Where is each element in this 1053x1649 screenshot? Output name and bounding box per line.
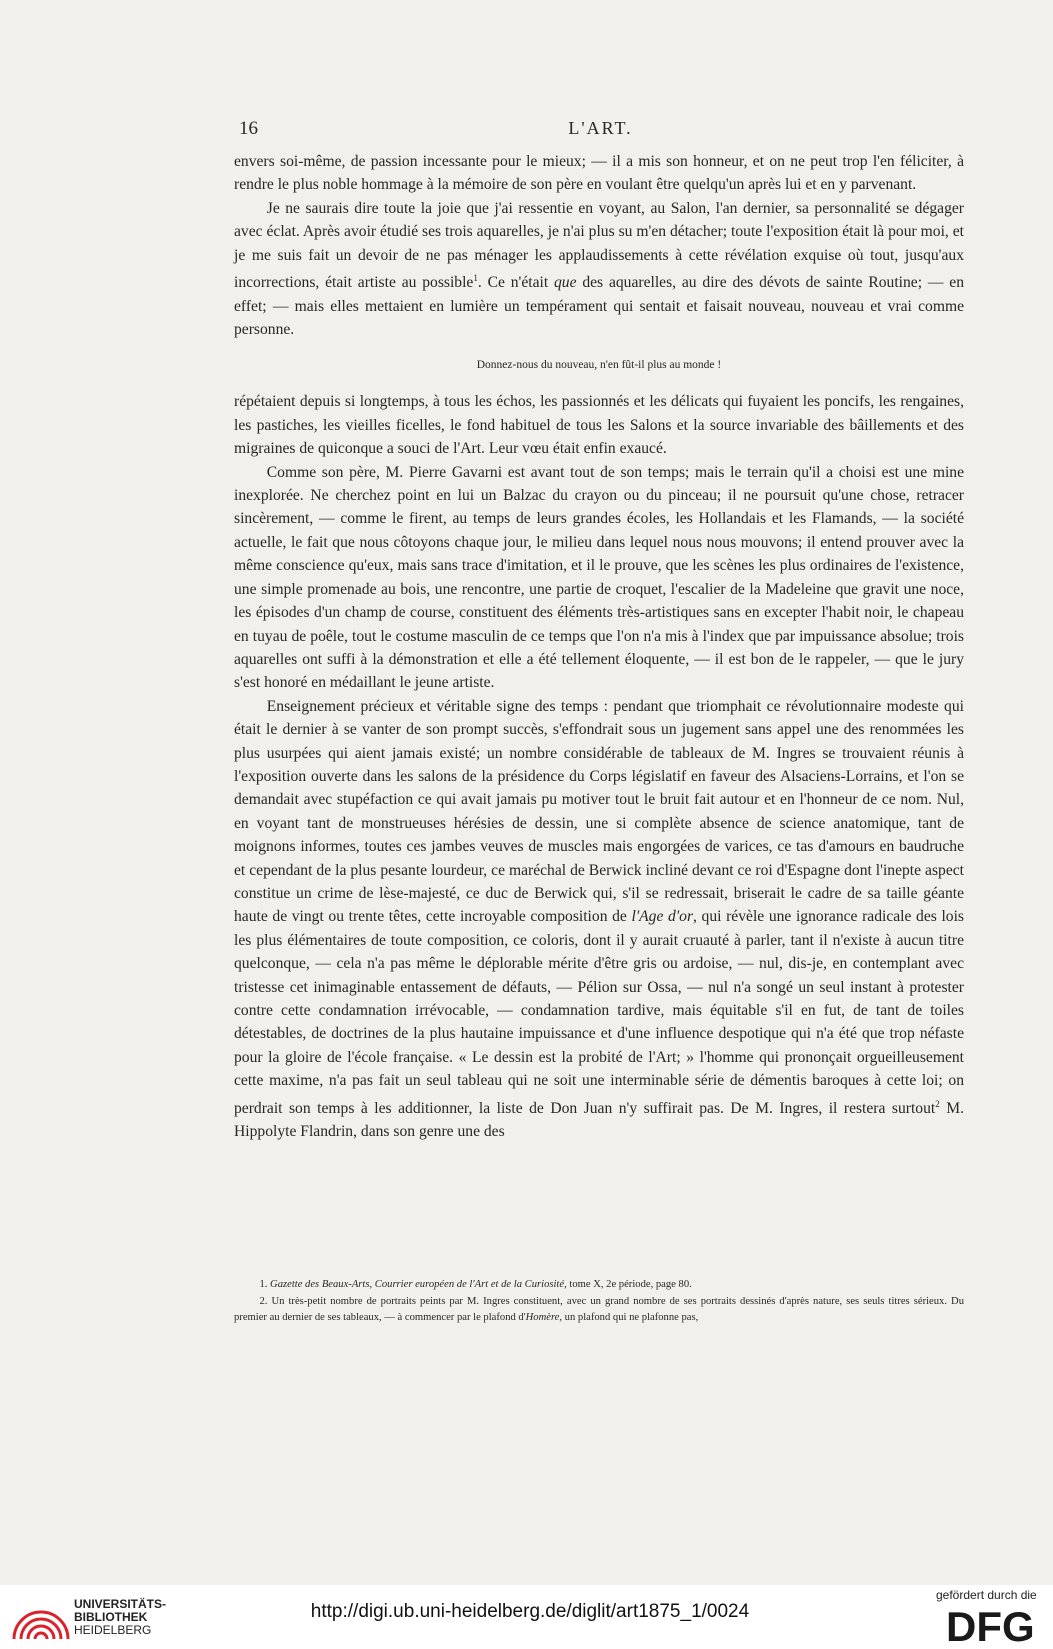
paragraph-2-text: Je ne saurais dire toute la joie que j'ai ressentie en voyant, au Salon, l'an dernier, sa personnalité se dégager avec éclat. Après avoir étudié ses trois aquarelles, je n'ai plus su m'en détacher; toute l'exposition était là pour moi, et je me suis fait un devoir de ne pas ménager les applaudissements à cette révélation exquise où tout, jusqu'aux incorrections, était artiste au possible: [234, 199, 964, 292]
university-line-1: UNIVERSITÄTS-: [74, 1597, 167, 1611]
footnote-2: [234, 1294, 964, 1327]
university-line-3: HEIDELBERG: [74, 1623, 152, 1637]
footnote-1-italic: Gazette des Beaux-Arts, Courrier européen de l'Art et de la Curiosité,: [270, 1279, 567, 1290]
block-quote: Donnez-nous du nouveau, n'en fût-il plus au monde !: [476, 359, 722, 372]
footnote-1-text: tome X, 2e période, page 80.: [566, 1279, 692, 1290]
paragraph-6-text: De M. Ingres, il restera surtout: [730, 1099, 936, 1117]
dfg-logo-icon: [946, 1606, 1042, 1644]
article-body: [234, 150, 964, 1144]
paragraph-2-text-b: des aquarelles, au dire des dévots de sainte Routine; — en effet; — mais elles mettaient en lumière un tempérament qui sentait et faisait nouveau, nouveau et vrai comme personne.: [234, 274, 964, 339]
university-library-label: [74, 1598, 166, 1637]
running-title: L'ART.: [568, 118, 633, 138]
paragraph-6-text-b: M. Hippolyte Flandrin, dans son genre une des: [234, 1099, 964, 1141]
paragraph-5-text: Enseignement précieux et véritable signe des temps : pendant que triomphait ce révolutionnaire modeste qui était le dernier à se vanter de son prompt succès, s'effondrait sous un jugement sans appel une des renommées les plus usurpées qui aient jamais existé; un nombre considérable de tableaux de M. Ingres se trouvaient réunis à l'exposition ouverte dans les salons de la présidence du Corps législatif en faveur des Alsaciens-Lorrains, et l'on se demandait avec stupéfaction ce qui avait jamais pu motiver tout le bruit fait autour et en l'honneur de ce nom. Nul, en voyant tant de monstrueuses hérésies de dessin, une si complète absence de science anatomique, tant de moignons informes, toutes ces jambes veuves de muscles mais engorgées de varices, ce tas d'amours en baudruche et cependant de la plus pesante lourdeur, ce maréchal de Berwick incliné devant ce roi d'Espagne dont l'inepte aspect constitue un crime de lèse-majesté, ce duc de Berwick qui, s'il se redressait, briserait le cadre de sa taille géante haute de vingt ou trente têtes, cette incroyable composition de: [234, 697, 964, 926]
footnote-ref-1[interactable]: 1: [473, 273, 478, 284]
paragraph-4: Comme son père, M. Pierre Gavarni est avant tout de son temps; mais le terrain qu'il a choisi est une mine inexplorée. Ne cherchez point en lui un Balzac du crayon ou du pinceau; il ne poursuit qu'une chose, retracer sincèrement, — comme le firent, au temps de leurs grandes écoles, les Hollandais et les Flamands, — la société actuelle, le fait que nous côtoyons chaque jour, le milieu dans lequel nous nous mouvons; il entend prouver avec la même conscience qu'eux, mais sans trace d'imitation, et il le prouve, que les scènes les plus ordinaires de l'existence, une simple promenade au bois, une rencontre, une partie de croquet, l'escalier de la Madeleine que gravit une noce, les épisodes d'un champ de course, constituent des éléments très-artistiques sans en excepter l'habit noir, le chapeau en tuyau de poêle, tout le costume masculin de ce temps que l'on n'a mis à l'index que par impuissance absolue; trois aquarelles ont suffi à la démonstration et elle a été tellement éloquente, — il est bon de le rappeler, — que le jury s'est honoré en médaillant le jeune artiste.: [234, 463, 964, 692]
footnote-2-italic: Homère: [525, 1312, 560, 1323]
university-line-2: BIBLIOTHEK: [74, 1610, 148, 1624]
university-seal-icon: [10, 1595, 72, 1641]
page-header: [239, 118, 962, 140]
paragraph-2: [234, 197, 964, 342]
page-number: 16: [239, 118, 258, 139]
footnote-2-number: 2.: [259, 1295, 268, 1307]
permalink-url[interactable]: http://digi.ub.uni-heidelberg.de/diglit/art1875_1/0024: [310, 1601, 750, 1622]
paragraph-5: [234, 695, 964, 1144]
dfg-logo-text: DFG: [946, 1606, 1035, 1644]
footnote-ref-2[interactable]: 2: [935, 1098, 940, 1109]
funded-by-label: gefördert durch die: [936, 1588, 1037, 1602]
paragraph-2-text-a: . Ce n'était: [477, 274, 554, 292]
footnote-2-text-a: Un très-petit nombre de portraits peints par M. Ingres constituent, avec un grand nombre de ses portraits dessinés d'après nature, ses seuls titres sérieux. Du premier au dernier de ses tableaux, — à commencer par le plafond d': [234, 1295, 964, 1323]
digitization-footer: [0, 1585, 1053, 1649]
footnote-1: [234, 1277, 964, 1294]
paragraph-5-text-b: , qui révèle une ignorance radicale des lois les plus élémentaires de toute composition, ce coloris, dont il y aurait cruauté à parler, tant il n'existe à aucun titre quelconque, — cela n'a pas même le déplorable mérite d'être gris ou ardoise, — nul, dis-je, en contemplant avec tristesse cet inimaginable entassement de défauts, — Pélion sur Ossa, — nul n'a songé un seul instant à protester contre cette condamnation irrévocable, — condamnation tardive, mais équitable s'il en fut, de tant de toiles détestables, de doctrines de la plus hautaine impuissance et d'une influence despotique qui n'a été que trop néfaste pour la gloire de l'école française. « Le dessin est la probité de l'Art; » l'homme qui prononçait orgueilleusement cette maxime, n'a pas fait un seul tableau qui ne soit une interminable série de démentis baroques à cette loi; on perdrait son temps à les additionner, la liste de Don Juan n'y suffirait pas.: [234, 908, 965, 1117]
paragraph-5-italic: l'Age d'or: [631, 908, 694, 926]
footnote-2-text-b: , un plafond qui ne plafonne pas,: [559, 1312, 699, 1323]
paragraph-1: envers soi-même, de passion incessante pour le mieux; — il a mis son honneur, et on ne peut trop l'en féliciter, à rendre le plus noble hommage à la mémoire de son père en voulant être quelqu'un après lui et en y parvenant.: [234, 153, 964, 194]
paragraph-3: répétaient depuis si longtemps, à tous les échos, les passionnés et les délicats qui fuyaient les poncifs, les rengaines, les pastiches, les vieilles ficelles, le fond habituel de tous les Salons et la source invariable des bâillements et des migraines de quiconque a souci de l'Art. Leur vœu était enfin exaucé.: [234, 393, 964, 458]
footnotes: [234, 1277, 964, 1327]
footnote-1-number: 1.: [259, 1279, 268, 1290]
paragraph-2-italic: que: [554, 274, 577, 292]
